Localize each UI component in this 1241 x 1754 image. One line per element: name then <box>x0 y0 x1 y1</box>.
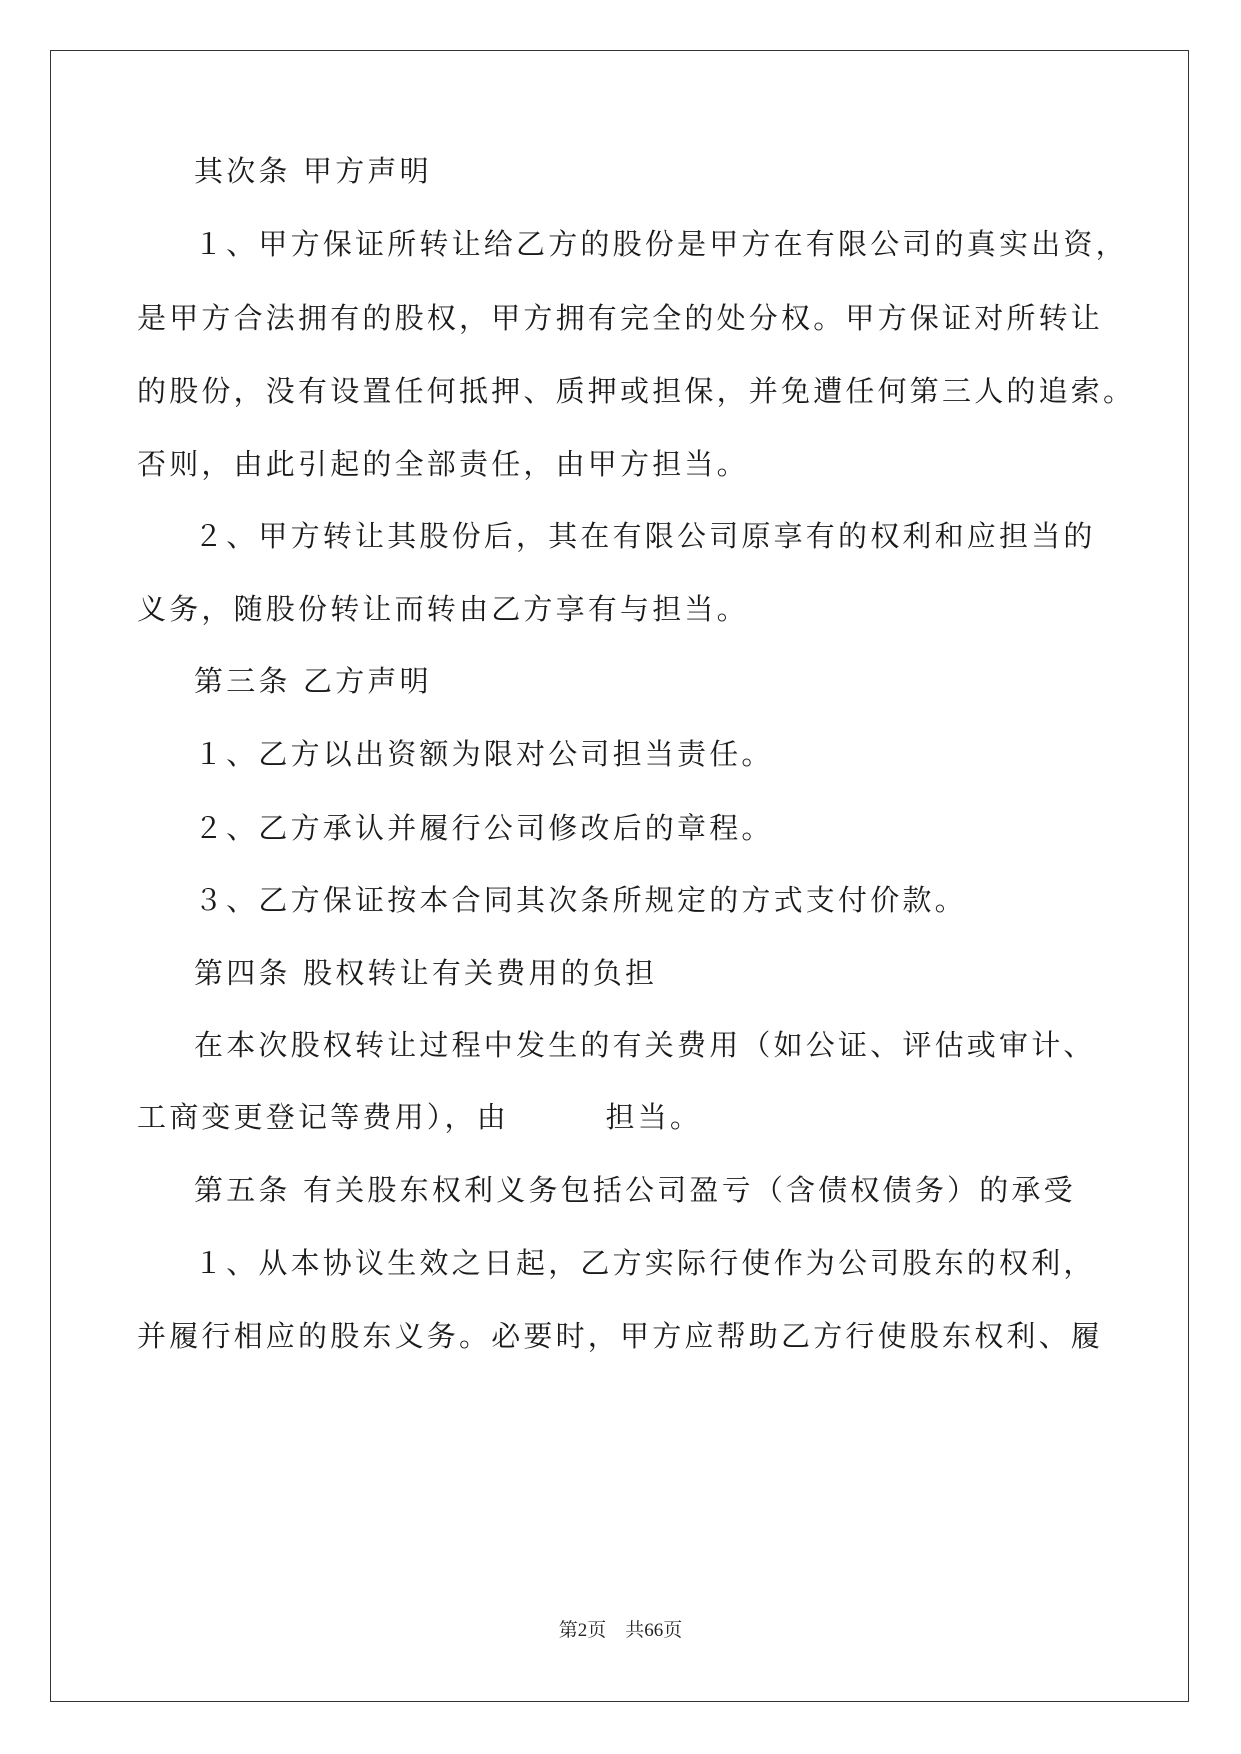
paragraph-line: １、甲方保证所转让给乙方的股份是甲方在有限公司的真实出资， <box>194 227 1128 261</box>
paragraph-line: 工商变更登记等费用），由 担当。 <box>137 1100 703 1134</box>
paragraph-line: 的股份，没有设置任何抵押、质押或担保，并免遭任何第三人的追索。 <box>137 374 1136 408</box>
heading-article-4: 第四条 股权转让有关费用的负担 <box>194 956 658 990</box>
page-footer <box>0 1615 1241 1642</box>
paragraph-line: 在本次股权转让过程中发生的有关费用（如公证、评估或审计、 <box>194 1028 1096 1062</box>
page-total: 共66页 <box>625 1620 683 1641</box>
paragraph-line: 并履行相应的股东义务。必要时，甲方应帮助乙方行使股东权利、履 <box>137 1319 1104 1353</box>
paragraph-line: １、从本协议生效之日起，乙方实际行使作为公司股东的权利， <box>194 1246 1096 1280</box>
heading-article-3: 第三条 乙方声明 <box>194 664 432 698</box>
paragraph-line: １、乙方以出资额为限对公司担当责任。 <box>194 737 774 771</box>
paragraph-line: ２、乙方承认并履行公司修改后的章程。 <box>194 811 774 845</box>
paragraph-line: 否则，由此引起的全部责任，由甲方担当。 <box>137 447 749 481</box>
paragraph-line: ３、乙方保证按本合同其次条所规定的方式支付价款。 <box>194 883 967 917</box>
paragraph-line: 义务，随股份转让而转由乙方享有与担当。 <box>137 592 749 626</box>
paragraph-line: ２、甲方转让其股份后，其在有限公司原享有的权利和应担当的 <box>194 519 1096 553</box>
heading-article-5: 第五条 有关股东权利义务包括公司盈亏（含债权债务）的承受 <box>194 1173 1076 1207</box>
heading-article-2: 其次条 甲方声明 <box>194 154 432 188</box>
paragraph-line: 是甲方合法拥有的股权，甲方拥有完全的处分权。甲方保证对所转让 <box>137 301 1104 335</box>
page-number: 第2页 <box>558 1620 607 1641</box>
